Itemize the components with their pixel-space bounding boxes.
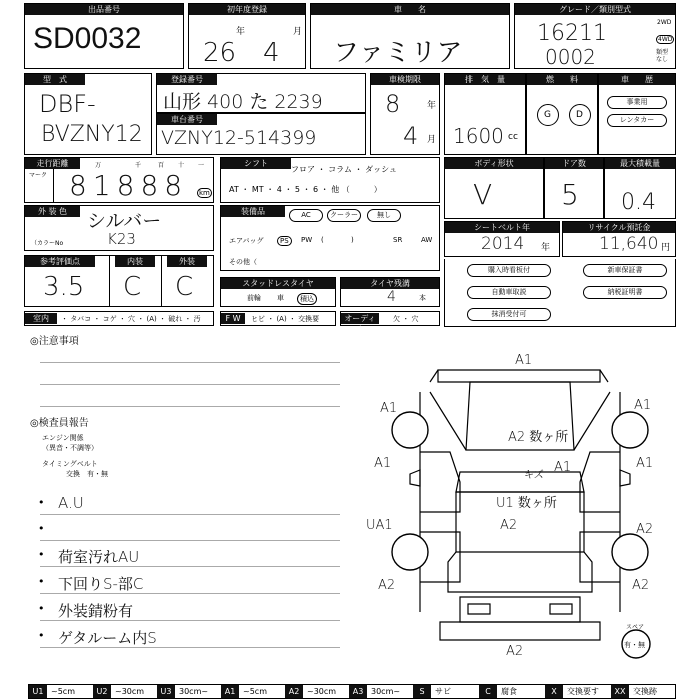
doc-manual: 自動車取説 <box>467 286 551 299</box>
inspector-bullet: • <box>38 575 45 588</box>
reg-no-label: 登録番号 <box>157 74 217 85</box>
doc-warranty: 新車保証書 <box>583 264 667 277</box>
equip-sr: SR <box>393 236 403 244</box>
equip-paren-close: ) <box>351 236 354 244</box>
car-name-value: ファミリア <box>333 38 463 68</box>
legend-key: U2 <box>93 685 111 698</box>
legend-value: ~5cm <box>51 687 75 696</box>
equip-none: 無し <box>367 209 401 222</box>
studless-box <box>220 277 336 307</box>
notes-title: ◎注意事項 <box>30 336 79 347</box>
damage-mark: キズ <box>524 470 544 481</box>
damage-mark: A1 <box>374 456 392 471</box>
seatbelt-label: シートベルト年 <box>445 222 559 233</box>
fuel-g: G <box>544 110 551 120</box>
color-code-label: （カラーNo <box>31 240 64 247</box>
capacity-label: 最大積載量 <box>605 158 675 169</box>
damage-mark: A2 数ヶ所 <box>508 430 569 445</box>
legend-value: ~30cm <box>115 687 145 696</box>
inspection-label: 車検期限 <box>371 74 439 85</box>
grade-opt-none: 類型なし <box>656 49 669 63</box>
mileage-label: 走行距離 <box>25 158 80 169</box>
color-value: シルバー <box>87 210 162 232</box>
mileage-unit-ichi: 一 <box>198 162 205 169</box>
damage-mark: A2 <box>632 578 650 593</box>
audio-row-text: 欠 ・ 穴 <box>393 315 419 323</box>
seatbelt-box <box>444 221 560 257</box>
damage-mark: A2 <box>636 522 654 537</box>
scores-value: 3.5 <box>43 272 85 302</box>
seatbelt-unit: 年 <box>541 243 551 253</box>
scores-ext: C <box>175 272 194 302</box>
scores-divider-2 <box>161 256 162 306</box>
grade-label: グレード／類別型式 <box>515 4 675 15</box>
first-reg-year-unit: 年 <box>236 27 246 37</box>
car-name-box <box>310 3 510 69</box>
inspector-engine-sub: （異音・不調等） <box>42 444 98 452</box>
first-reg-month: 4 <box>263 38 280 68</box>
frame-no-box <box>156 113 366 155</box>
inspector-note: 下回りS-部C <box>58 575 144 593</box>
equip-ps: PS <box>277 236 292 246</box>
displacement-value: 1600 <box>453 124 504 148</box>
displacement-label: 排 気 量 <box>445 74 525 85</box>
damage-mark: A2 <box>506 644 524 659</box>
doc-deregistration: 抹消受付可 <box>467 308 551 321</box>
inspector-note: ゲタルーム内S <box>58 629 157 647</box>
color-box <box>24 205 214 251</box>
grade-opt-2wd: 2WD <box>657 19 672 26</box>
body-box <box>444 157 544 219</box>
tire-label: タイヤ残溝 <box>341 278 439 289</box>
fw-row-text: ヒビ ・ (A) ・ 交換要 <box>251 315 320 323</box>
first-reg-month-unit: 月 <box>293 27 303 37</box>
reg-no-box <box>156 73 366 113</box>
shift-row-1: フロア ・ コラム ・ ダッシュ <box>291 165 397 174</box>
legend-key: C <box>479 685 497 698</box>
inspection-box <box>370 73 440 155</box>
mileage-unit-man: 万 <box>95 162 102 169</box>
first-reg-label: 初年度登録 <box>189 4 305 15</box>
interior-row-text: ・ タバコ ・ コゲ ・ 穴 ・ (A) ・ 破れ ・ 汚 <box>61 315 201 323</box>
legend-value: サビ <box>435 687 451 696</box>
spare-value: 有・無 <box>624 641 645 649</box>
doors-box <box>544 157 604 219</box>
inspection-month: 4 <box>403 122 419 150</box>
history-label: 車 歴 <box>599 74 675 85</box>
legend-key: A2 <box>285 685 303 698</box>
equip-airbag: エアバッグ <box>229 237 264 245</box>
lot-label: 出品番号 <box>25 4 183 15</box>
scores-box <box>24 255 214 307</box>
model-line-1: DBF- <box>39 90 96 118</box>
inspector-engine: エンジン関係 <box>42 434 84 442</box>
grade-value-1: 16211 <box>537 21 607 46</box>
damage-mark: A1 <box>380 401 398 416</box>
fuel-d: D <box>576 110 583 120</box>
legend-bar <box>28 684 676 699</box>
legend-key: U1 <box>29 685 47 698</box>
legend-value: 30cm~ <box>371 687 401 696</box>
legend-value: 腐食 <box>501 687 517 696</box>
damage-mark: A2 <box>500 518 518 533</box>
scores-int-label: 内装 <box>115 256 155 267</box>
lot-value: SD0032 <box>33 22 142 55</box>
tire-value: 4 <box>387 289 396 305</box>
inspector-bullet: • <box>38 548 45 561</box>
first-reg-year: 26 <box>203 38 237 68</box>
studless-car: 車 <box>277 294 284 302</box>
audio-row <box>340 311 440 334</box>
color-label: 外 装 色 <box>25 206 80 217</box>
damage-mark: A1 <box>634 398 652 413</box>
damage-mark: UA1 <box>366 518 393 533</box>
inspector-note: 荷室汚れAU <box>58 548 140 566</box>
mileage-km: km <box>199 189 210 197</box>
fw-row-label: F W <box>221 313 245 324</box>
notes-line <box>40 384 340 385</box>
tire-unit: 本 <box>419 294 426 302</box>
inspector-timing: タイミングベルト <box>42 460 98 468</box>
inspector-timing-sub: 交換 有・無 <box>66 470 108 478</box>
legend-key: XX <box>611 685 629 698</box>
fuel-box <box>526 73 598 155</box>
studless-front: 前輪 <box>247 294 261 302</box>
equip-other: その他（ <box>229 258 257 266</box>
shift-row-2: AT ・ MT ・ 4 ・ 5 ・ 6 ・ 他 （ ） <box>229 185 382 194</box>
equipment-label: 装備品 <box>221 206 285 217</box>
legend-value: ~30cm <box>307 687 337 696</box>
mileage-mark-box <box>25 169 54 202</box>
scores-divider-1 <box>109 256 110 306</box>
damage-mark: U1 数ヶ所 <box>496 496 557 511</box>
legend-key: U3 <box>157 685 175 698</box>
inspector-bullet: • <box>38 496 45 509</box>
capacity-box <box>604 157 676 219</box>
history-box <box>598 73 676 155</box>
grade-opt-4wd: 4WD <box>658 36 673 43</box>
legend-value: 交換跡 <box>633 687 657 696</box>
legend-key: A3 <box>349 685 367 698</box>
equip-ac: AC <box>289 209 323 222</box>
car-name-label: 車 名 <box>311 4 509 15</box>
recycle-label: リサイクル預託金 <box>563 222 675 233</box>
inspector-line <box>40 514 340 515</box>
inspector-bullet: • <box>38 602 45 615</box>
recycle-box <box>562 221 676 257</box>
equip-aw: AW <box>421 236 433 244</box>
mileage-unit-sen: 千 <box>135 162 142 169</box>
scores-int: C <box>123 272 142 302</box>
studless-label: スタッドレスタイヤ <box>221 278 335 289</box>
docs-box <box>444 259 676 327</box>
inspector-note: 外装錆粉有 <box>58 602 134 620</box>
legend-key: A1 <box>221 685 239 698</box>
model-label: 型 式 <box>25 74 85 85</box>
equip-paren-open: ( <box>321 236 324 244</box>
equipment-box <box>220 205 440 271</box>
damage-mark: A1 <box>636 456 654 471</box>
seatbelt-value: 2014 <box>481 234 525 254</box>
recycle-unit: 円 <box>661 243 671 253</box>
model-box <box>24 73 152 155</box>
model-line-2: BVZNY12 <box>41 122 143 147</box>
first-reg-box <box>188 3 306 69</box>
inspector-bullet: • <box>38 522 45 535</box>
damage-mark: A1 <box>554 460 572 475</box>
interior-row-label: 室内 <box>25 313 57 324</box>
equip-cooler: クーラー <box>327 209 361 222</box>
inspector-line <box>40 540 340 541</box>
inspector-title: ◎検査員報告 <box>30 418 89 429</box>
doors-label: ドア数 <box>545 158 603 169</box>
mileage-box <box>24 157 214 203</box>
tire-box <box>340 277 440 307</box>
history-rental: レンタカー <box>607 114 667 127</box>
doc-tax-cert: 納税証明書 <box>583 286 667 299</box>
equip-pw: PW <box>301 236 313 244</box>
mileage-unit-hyaku: 百 <box>158 162 165 169</box>
inspection-year: 8 <box>385 90 401 118</box>
legend-value: 交換要す <box>567 687 599 696</box>
frame-no-value: VZNY12-514399 <box>161 127 317 149</box>
damage-mark: A1 <box>515 353 533 368</box>
legend-key: X <box>545 685 563 698</box>
doors-value: 5 <box>561 178 579 211</box>
lot-box <box>24 3 184 69</box>
recycle-value: 11,640 <box>599 234 659 254</box>
color-code: K23 <box>107 230 136 248</box>
displacement-box <box>444 73 526 155</box>
grade-value-2: 0002 <box>545 45 596 69</box>
shift-box <box>220 157 440 203</box>
inspector-bullet: • <box>38 629 45 642</box>
scores-ext-label: 外装 <box>167 256 207 267</box>
scores-label: 参考評価点 <box>25 256 95 267</box>
legend-value: 30cm~ <box>179 687 209 696</box>
displacement-unit: cc <box>508 132 518 142</box>
grade-box <box>514 3 676 69</box>
inspection-year-unit: 年 <box>427 101 437 111</box>
studless-load: 積込 <box>297 293 317 305</box>
reg-no-value: 山形 400 た 2239 <box>163 91 323 113</box>
damage-mark: A2 <box>378 578 396 593</box>
capacity-value: 0.4 <box>621 190 656 215</box>
mileage-value: 81888 <box>69 169 189 202</box>
inspector-note: A.U <box>58 494 84 512</box>
spare-label: スペア <box>626 624 645 631</box>
body-label: ボディ形状 <box>445 158 543 169</box>
frame-no-label: 車台番号 <box>157 114 217 125</box>
fuel-label: 燃 料 <box>527 74 597 85</box>
legend-value: ~5cm <box>243 687 267 696</box>
interior-row <box>24 311 214 326</box>
notes-line <box>40 362 340 363</box>
doc-purchase-sign: 購入時看板付 <box>467 264 551 277</box>
notes-line <box>40 406 340 407</box>
mileage-unit-ju: 十 <box>178 162 185 169</box>
mileage-mark: マーク <box>29 172 48 179</box>
legend-key: S <box>413 685 431 698</box>
history-business: 事業用 <box>607 96 667 109</box>
fw-row <box>220 311 336 326</box>
audio-row-label: オーディオ <box>341 313 379 324</box>
inspection-month-unit: 月 <box>427 135 437 145</box>
shift-label: シフト <box>221 158 291 169</box>
body-value: V <box>473 178 493 211</box>
car-damage-diagram <box>360 352 680 682</box>
